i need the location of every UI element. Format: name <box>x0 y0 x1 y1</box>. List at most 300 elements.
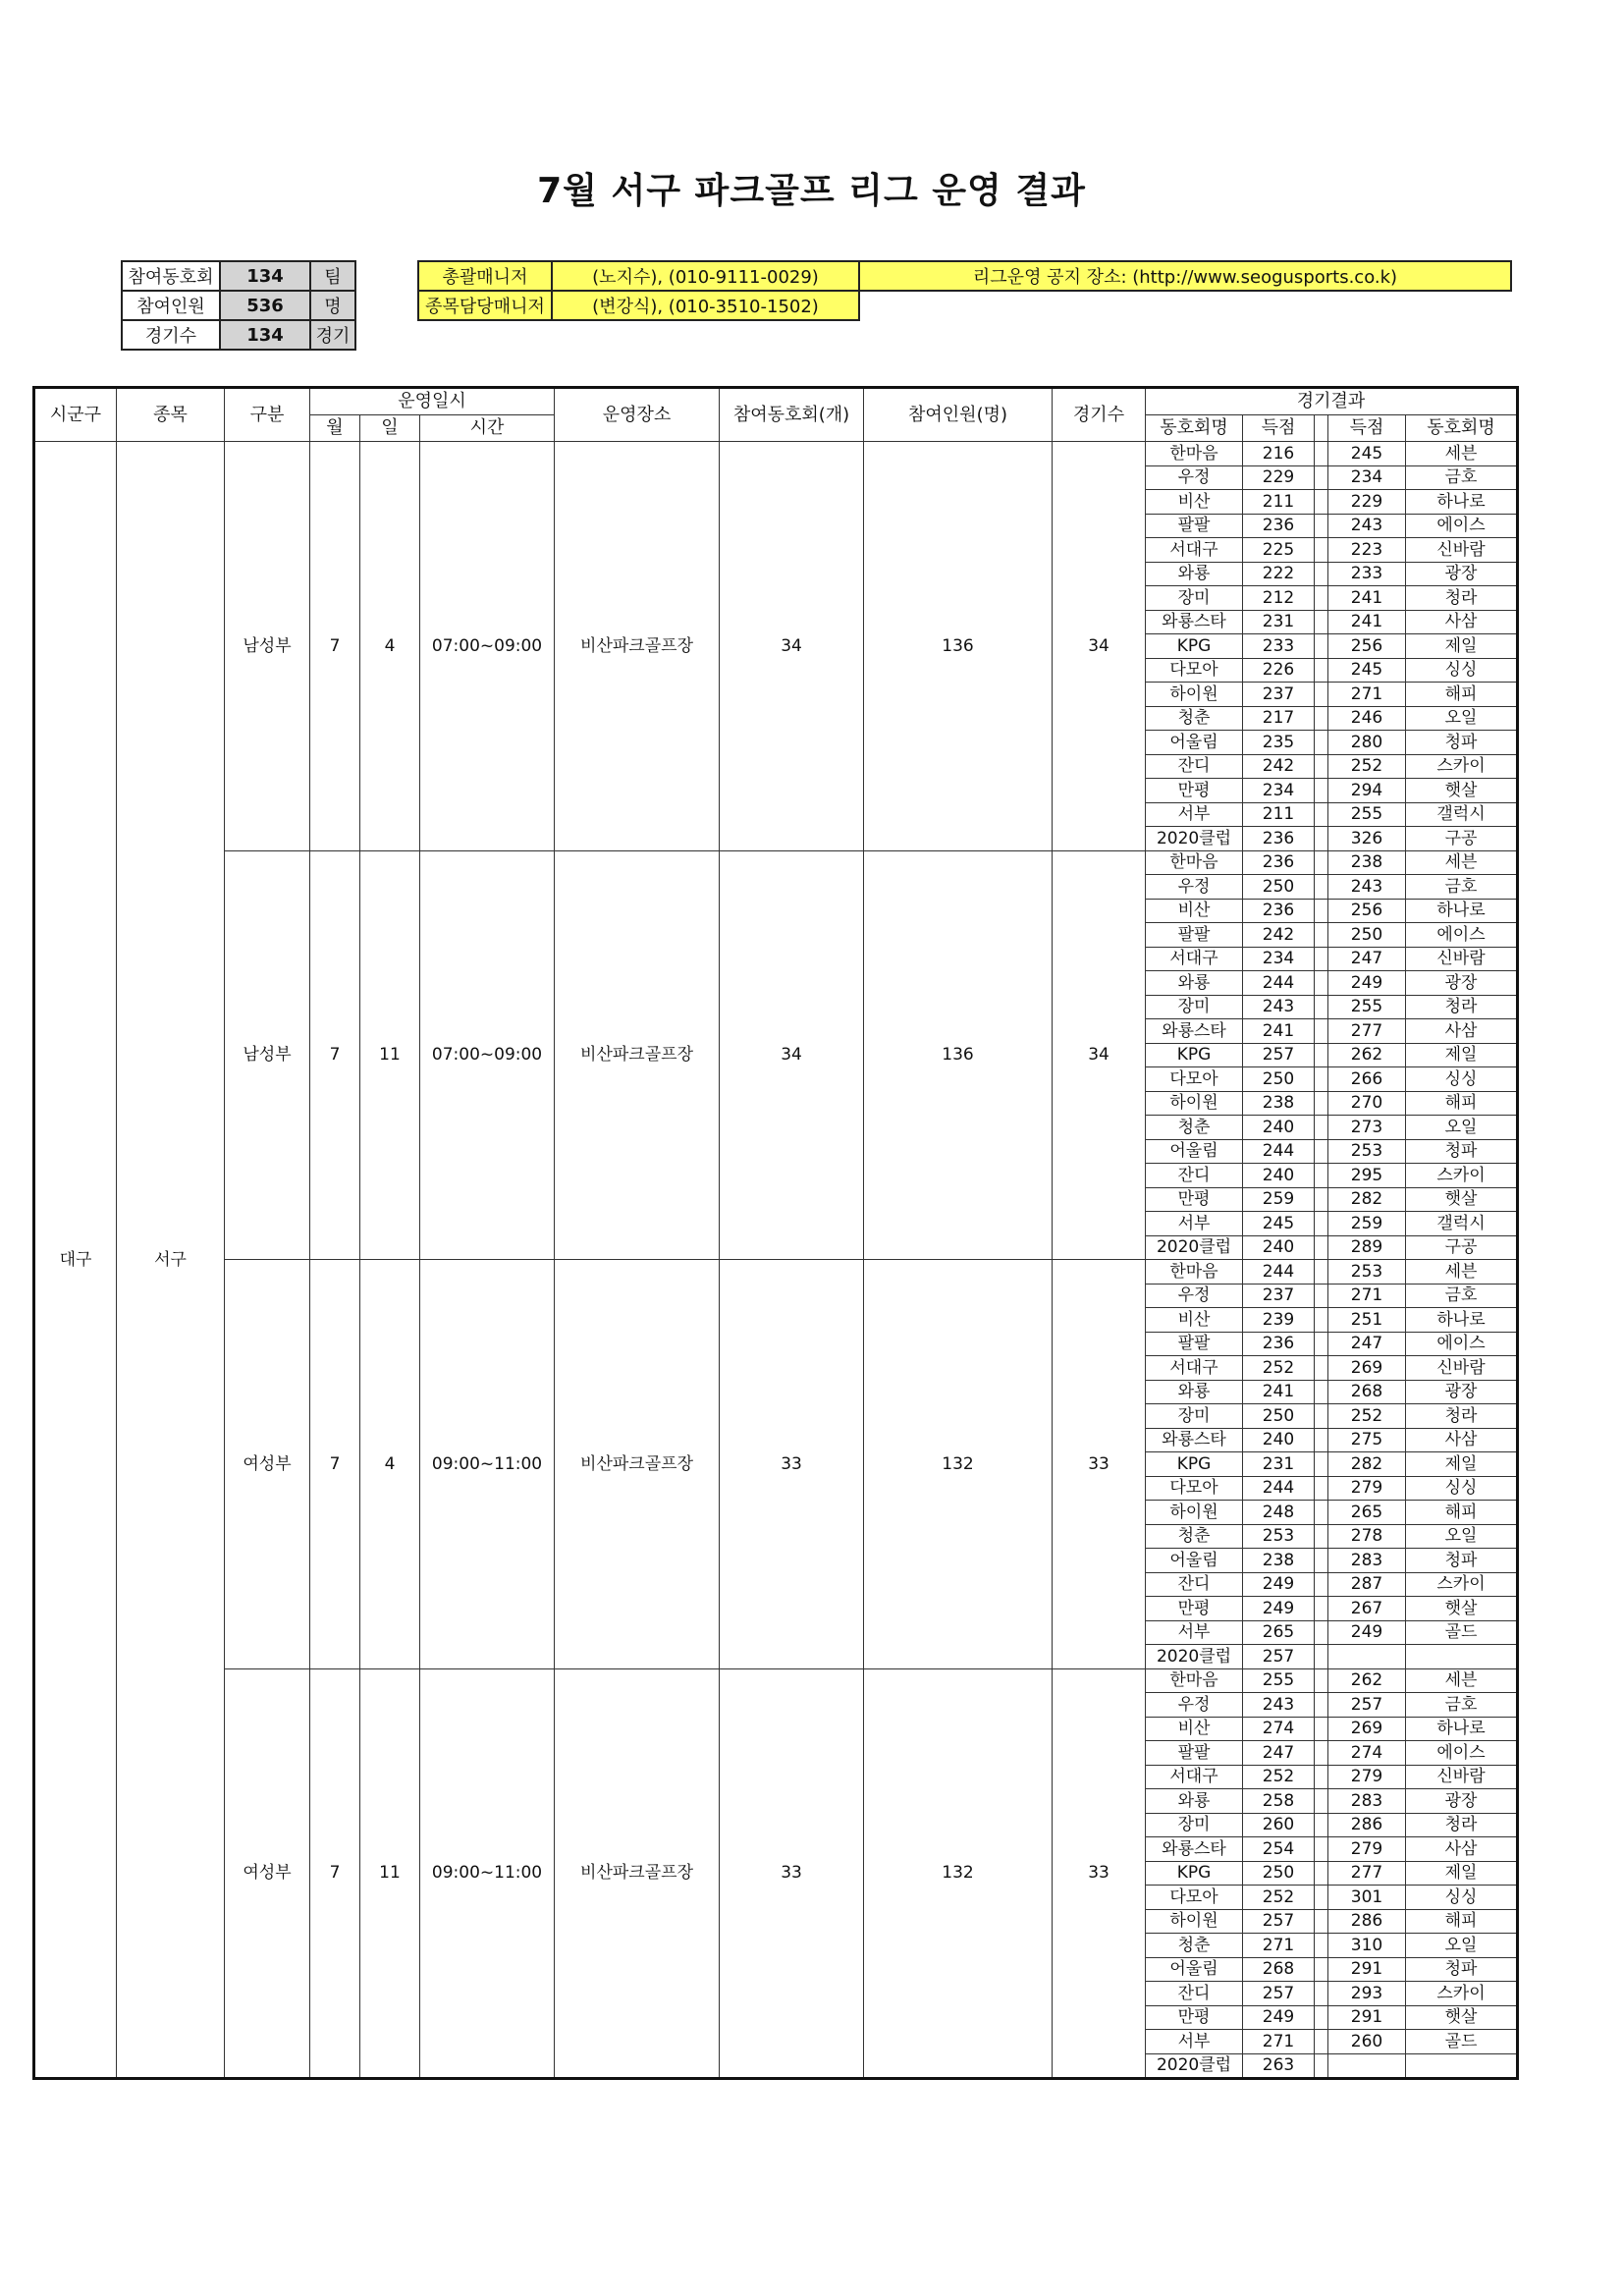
club-name-a: 2020클럽 <box>1146 1235 1243 1260</box>
clubs-cell: 33 <box>720 1668 864 2079</box>
score-a: 245 <box>1243 1212 1315 1236</box>
score-a: 216 <box>1243 442 1315 466</box>
club-name-b: 제일 <box>1406 634 1518 659</box>
club-name-a: KPG <box>1146 634 1243 659</box>
header-month: 월 <box>310 415 360 442</box>
summary-row <box>122 320 355 350</box>
spacer-cell <box>1315 1741 1328 1766</box>
score-b: 267 <box>1328 1597 1406 1621</box>
table-row <box>34 1260 1518 1285</box>
summary-label: 참여인원 <box>122 291 220 320</box>
month-cell: 7 <box>310 850 360 1260</box>
club-name-b: 스카이 <box>1406 754 1518 779</box>
score-a: 250 <box>1243 1861 1315 1886</box>
table-row <box>34 442 1518 466</box>
club-name-a: 와룡 <box>1146 971 1243 996</box>
score-a: 257 <box>1243 1982 1315 2006</box>
score-a: 257 <box>1243 1043 1315 1067</box>
spacer-cell <box>1315 1187 1328 1212</box>
score-a: 225 <box>1243 538 1315 563</box>
score-a: 274 <box>1243 1717 1315 1741</box>
club-name-b: 금호 <box>1406 875 1518 900</box>
summary-value: 134 <box>220 261 310 291</box>
score-a: 237 <box>1243 1284 1315 1308</box>
score-b: 289 <box>1328 1235 1406 1260</box>
score-a: 263 <box>1243 2053 1315 2079</box>
spacer-cell <box>1315 971 1328 996</box>
club-name-b: 청라 <box>1406 586 1518 611</box>
score-a: 248 <box>1243 1501 1315 1525</box>
clubs-cell: 33 <box>720 1260 864 1669</box>
club-name-a: 팔팔 <box>1146 923 1243 948</box>
spacer-cell <box>1315 1380 1328 1404</box>
spacer-cell <box>1315 1837 1328 1862</box>
spacer-cell <box>1315 562 1328 586</box>
score-b: 279 <box>1328 1837 1406 1862</box>
score-b: 259 <box>1328 1212 1406 1236</box>
club-name-a: 만평 <box>1146 2005 1243 2030</box>
club-name-b: 에이스 <box>1406 1741 1518 1766</box>
summary-unit: 팀 <box>310 261 355 291</box>
club-name-a: KPG <box>1146 1452 1243 1477</box>
club-name-b: 청라 <box>1406 1404 1518 1429</box>
score-b: 262 <box>1328 1668 1406 1693</box>
club-name-b: 햇살 <box>1406 1187 1518 1212</box>
club-name-a: 한마음 <box>1146 1668 1243 1693</box>
club-name-b: 갤럭시 <box>1406 802 1518 827</box>
spacer-cell <box>1315 1524 1328 1549</box>
club-name-a: 우정 <box>1146 1284 1243 1308</box>
score-a: 236 <box>1243 899 1315 923</box>
score-a: 250 <box>1243 1404 1315 1429</box>
spacer-cell <box>1315 610 1328 634</box>
score-b: 279 <box>1328 1765 1406 1789</box>
score-a: 211 <box>1243 802 1315 827</box>
club-name-b: 사삼 <box>1406 1837 1518 1862</box>
spacer-cell <box>1315 1957 1328 1982</box>
spacer-cell <box>1315 2053 1328 2079</box>
spacer-cell <box>1315 1645 1328 1669</box>
score-b: 275 <box>1328 1428 1406 1452</box>
club-name-b: 청라 <box>1406 995 1518 1019</box>
club-name-a: 와룡스타 <box>1146 1428 1243 1452</box>
score-b: 291 <box>1328 2005 1406 2030</box>
score-a: 226 <box>1243 658 1315 683</box>
club-name-a: 잔디 <box>1146 1164 1243 1188</box>
spacer-cell <box>1315 827 1328 851</box>
table-row <box>34 850 1518 875</box>
blank-cell <box>859 291 1511 320</box>
score-b: 280 <box>1328 731 1406 755</box>
header-score-a: 득점 <box>1243 415 1315 442</box>
spacer-cell <box>1315 658 1328 683</box>
spacer-cell <box>1315 1717 1328 1741</box>
time-cell: 07:00~09:00 <box>420 442 555 851</box>
score-a: 254 <box>1243 1837 1315 1862</box>
club-name-a: 와룡스타 <box>1146 610 1243 634</box>
club-name-a: 다모아 <box>1146 1476 1243 1501</box>
spacer-cell <box>1315 514 1328 538</box>
spacer-cell <box>1315 1212 1328 1236</box>
general-manager-label: 총괄매니저 <box>418 261 552 291</box>
spacer-cell <box>1315 995 1328 1019</box>
summary-table <box>121 260 356 351</box>
header-time: 시간 <box>420 415 555 442</box>
score-a: 242 <box>1243 923 1315 948</box>
score-b <box>1328 1645 1406 1669</box>
score-b: 252 <box>1328 1404 1406 1429</box>
score-b: 293 <box>1328 1982 1406 2006</box>
score-b: 295 <box>1328 1164 1406 1188</box>
games-cell: 34 <box>1053 850 1146 1260</box>
header-games: 경기수 <box>1053 388 1146 442</box>
score-b: 286 <box>1328 1813 1406 1837</box>
club-name-a: 비산 <box>1146 490 1243 515</box>
score-a: 257 <box>1243 1645 1315 1669</box>
club-name-b: 청라 <box>1406 1813 1518 1837</box>
spacer-cell <box>1315 1886 1328 1910</box>
score-b: 256 <box>1328 634 1406 659</box>
spacer-cell <box>1315 1620 1328 1645</box>
score-a: 260 <box>1243 1813 1315 1837</box>
club-name-b: 청파 <box>1406 731 1518 755</box>
score-b: 234 <box>1328 465 1406 490</box>
summary-row <box>122 291 355 320</box>
club-name-b: 골드 <box>1406 1620 1518 1645</box>
spacer-cell <box>1315 442 1328 466</box>
club-name-b: 세븐 <box>1406 1668 1518 1693</box>
spacer-cell <box>1315 1813 1328 1837</box>
club-name-b: 해피 <box>1406 1091 1518 1116</box>
score-a: 234 <box>1243 947 1315 971</box>
spacer-cell <box>1315 754 1328 779</box>
club-name-b: 햇살 <box>1406 779 1518 803</box>
club-name-b: 스카이 <box>1406 1572 1518 1597</box>
score-b: 245 <box>1328 658 1406 683</box>
division-cell: 남성부 <box>225 442 310 851</box>
club-name-a: 장미 <box>1146 586 1243 611</box>
club-name-a: 어울림 <box>1146 1957 1243 1982</box>
club-name-a: 한마음 <box>1146 1260 1243 1285</box>
club-name-b: 청파 <box>1406 1549 1518 1573</box>
notice-link[interactable]: 리그운영 공지 장소: (http://www.seogusports.co.k) <box>859 261 1511 291</box>
score-a: 268 <box>1243 1957 1315 1982</box>
club-name-a: 하이원 <box>1146 1909 1243 1934</box>
club-name-a: 어울림 <box>1146 1549 1243 1573</box>
time-cell: 09:00~11:00 <box>420 1668 555 2079</box>
club-name-b: 신바람 <box>1406 1765 1518 1789</box>
score-a: 233 <box>1243 634 1315 659</box>
spacer-cell <box>1315 586 1328 611</box>
spacer-cell <box>1315 1404 1328 1429</box>
spacer-cell <box>1315 1549 1328 1573</box>
month-cell: 7 <box>310 442 360 851</box>
header-score-b: 득점 <box>1328 415 1406 442</box>
club-name-a: 비산 <box>1146 1717 1243 1741</box>
score-b: 243 <box>1328 875 1406 900</box>
club-name-a: 만평 <box>1146 1597 1243 1621</box>
score-a: 237 <box>1243 683 1315 707</box>
club-name-b: 하나로 <box>1406 1308 1518 1333</box>
club-name-b: 청파 <box>1406 1957 1518 1982</box>
score-b: 269 <box>1328 1356 1406 1381</box>
spacer-cell <box>1315 1452 1328 1477</box>
spacer-cell <box>1315 779 1328 803</box>
score-b: 268 <box>1328 1380 1406 1404</box>
score-a: 242 <box>1243 754 1315 779</box>
spacer-cell <box>1315 538 1328 563</box>
club-name-a: 잔디 <box>1146 754 1243 779</box>
score-b: 233 <box>1328 562 1406 586</box>
club-name-b: 청파 <box>1406 1139 1518 1164</box>
score-b: 255 <box>1328 995 1406 1019</box>
club-name-a: 팔팔 <box>1146 514 1243 538</box>
summary-label: 경기수 <box>122 320 220 350</box>
header-club-name-b: 동호회명 <box>1406 415 1518 442</box>
spacer-cell <box>1315 706 1328 731</box>
club-name-a: 어울림 <box>1146 1139 1243 1164</box>
score-b: 260 <box>1328 2030 1406 2054</box>
score-b: 266 <box>1328 1067 1406 1092</box>
clubs-cell: 34 <box>720 850 864 1260</box>
club-name-b: 오일 <box>1406 706 1518 731</box>
club-name-a: 청춘 <box>1146 1934 1243 1958</box>
summary-value: 134 <box>220 320 310 350</box>
table-row <box>34 1668 1518 1693</box>
spacer-cell <box>1315 1668 1328 1693</box>
club-name-a: 팔팔 <box>1146 1332 1243 1356</box>
venue-cell: 비산파크골프장 <box>555 442 720 851</box>
club-name-a: 청춘 <box>1146 1116 1243 1140</box>
score-a: 249 <box>1243 1597 1315 1621</box>
spacer-cell <box>1315 1356 1328 1381</box>
score-b: 253 <box>1328 1260 1406 1285</box>
contacts-row <box>418 291 1511 320</box>
event-manager-label: 종목담당매니저 <box>418 291 552 320</box>
spacer-cell <box>1315 634 1328 659</box>
spacer-cell <box>1315 1043 1328 1067</box>
club-name-a: 2020클럽 <box>1146 1645 1243 1669</box>
division-cell: 여성부 <box>225 1260 310 1669</box>
games-cell: 33 <box>1053 1668 1146 2079</box>
score-b: 238 <box>1328 850 1406 875</box>
participants-cell: 132 <box>864 1668 1053 2079</box>
score-a: 236 <box>1243 514 1315 538</box>
score-b: 245 <box>1328 442 1406 466</box>
spacer-cell <box>1315 1308 1328 1333</box>
club-name-b: 오일 <box>1406 1524 1518 1549</box>
club-name-b: 싱싱 <box>1406 658 1518 683</box>
club-name-a: 2020클럽 <box>1146 2053 1243 2079</box>
summary-value: 536 <box>220 291 310 320</box>
division-cell: 여성부 <box>225 1668 310 2079</box>
clubs-cell: 34 <box>720 442 864 851</box>
score-b: 265 <box>1328 1501 1406 1525</box>
club-name-a: 우정 <box>1146 875 1243 900</box>
spacer-cell <box>1315 1789 1328 1814</box>
club-name-b: 해피 <box>1406 1909 1518 1934</box>
spacer-cell <box>1315 1572 1328 1597</box>
spacer-cell <box>1315 1982 1328 2006</box>
spacer-cell <box>1315 1139 1328 1164</box>
club-name-a: 하이원 <box>1146 683 1243 707</box>
club-name-a: 우정 <box>1146 1693 1243 1718</box>
summary-label: 참여동호회 <box>122 261 220 291</box>
spacer-cell <box>1315 947 1328 971</box>
club-name-a: 잔디 <box>1146 1982 1243 2006</box>
spacer-cell <box>1315 1067 1328 1092</box>
spacer-cell <box>1315 1260 1328 1285</box>
score-b: 291 <box>1328 1957 1406 1982</box>
score-a: 250 <box>1243 875 1315 900</box>
club-name-b: 에이스 <box>1406 923 1518 948</box>
club-name-a: 서부 <box>1146 1620 1243 1645</box>
club-name-b: 갤럭시 <box>1406 1212 1518 1236</box>
score-b: 249 <box>1328 971 1406 996</box>
score-a: 244 <box>1243 1139 1315 1164</box>
score-b: 283 <box>1328 1789 1406 1814</box>
score-b: 274 <box>1328 1741 1406 1766</box>
score-b: 229 <box>1328 490 1406 515</box>
time-cell: 09:00~11:00 <box>420 1260 555 1669</box>
club-name-b: 오일 <box>1406 1934 1518 1958</box>
header-venue: 운영장소 <box>555 388 720 442</box>
club-name-b: 싱싱 <box>1406 1067 1518 1092</box>
sport-cell: 서구 <box>117 442 225 2079</box>
club-name-b: 제일 <box>1406 1043 1518 1067</box>
header-schedule: 운영일시 <box>310 388 555 415</box>
results-table <box>32 386 1519 2080</box>
spacer-cell <box>1315 1284 1328 1308</box>
club-name-a: 만평 <box>1146 1187 1243 1212</box>
score-b: 241 <box>1328 586 1406 611</box>
club-name-a: 다모아 <box>1146 658 1243 683</box>
day-cell: 11 <box>360 850 420 1260</box>
score-a: 249 <box>1243 2005 1315 2030</box>
score-a: 229 <box>1243 465 1315 490</box>
score-a: 217 <box>1243 706 1315 731</box>
venue-cell: 비산파크골프장 <box>555 1260 720 1669</box>
day-cell: 11 <box>360 1668 420 2079</box>
participants-cell: 136 <box>864 850 1053 1260</box>
header-division: 구분 <box>225 388 310 442</box>
score-a: 244 <box>1243 1476 1315 1501</box>
score-a: 231 <box>1243 1452 1315 1477</box>
score-b: 286 <box>1328 1909 1406 1934</box>
club-name-a: 다모아 <box>1146 1067 1243 1092</box>
club-name-b: 해피 <box>1406 683 1518 707</box>
score-a: 258 <box>1243 1789 1315 1814</box>
score-b: 310 <box>1328 1934 1406 1958</box>
club-name-b: 세븐 <box>1406 850 1518 875</box>
club-name-a: 우정 <box>1146 465 1243 490</box>
score-b: 246 <box>1328 706 1406 731</box>
games-cell: 33 <box>1053 1260 1146 1669</box>
club-name-b: 에이스 <box>1406 1332 1518 1356</box>
spacer-cell <box>1315 1164 1328 1188</box>
spacer-cell <box>1315 490 1328 515</box>
score-b: 271 <box>1328 1284 1406 1308</box>
header-sport: 종목 <box>117 388 225 442</box>
score-a: 250 <box>1243 1067 1315 1092</box>
score-a: 243 <box>1243 1693 1315 1718</box>
score-b: 278 <box>1328 1524 1406 1549</box>
spacer-cell <box>1315 1116 1328 1140</box>
score-b: 252 <box>1328 754 1406 779</box>
club-name-b: 햇살 <box>1406 1597 1518 1621</box>
spacer-cell <box>1315 850 1328 875</box>
club-name-b: 스카이 <box>1406 1164 1518 1188</box>
score-a: 212 <box>1243 586 1315 611</box>
club-name-a: 서대구 <box>1146 1765 1243 1789</box>
contacts-row <box>418 261 1511 291</box>
score-b: 253 <box>1328 1139 1406 1164</box>
spacer-cell <box>1315 923 1328 948</box>
district-cell: 대구 <box>34 442 117 2079</box>
score-b: 301 <box>1328 1886 1406 1910</box>
club-name-b: 광장 <box>1406 1380 1518 1404</box>
header-district: 시군구 <box>34 388 117 442</box>
club-name-b: 싱싱 <box>1406 1476 1518 1501</box>
spacer-cell <box>1315 875 1328 900</box>
header-results: 경기결과 <box>1146 388 1518 415</box>
score-a: 244 <box>1243 1260 1315 1285</box>
score-a: 252 <box>1243 1765 1315 1789</box>
score-b: 255 <box>1328 802 1406 827</box>
score-b: 287 <box>1328 1572 1406 1597</box>
club-name-b: 신바람 <box>1406 1356 1518 1381</box>
header-day: 일 <box>360 415 420 442</box>
club-name-a: 와룡 <box>1146 562 1243 586</box>
club-name-a: 2020클럽 <box>1146 827 1243 851</box>
spacer-cell <box>1315 683 1328 707</box>
club-name-a: 와룡 <box>1146 1380 1243 1404</box>
spacer-cell <box>1315 731 1328 755</box>
score-a: 238 <box>1243 1549 1315 1573</box>
score-a: 236 <box>1243 827 1315 851</box>
score-a: 240 <box>1243 1428 1315 1452</box>
score-b: 271 <box>1328 683 1406 707</box>
score-b: 247 <box>1328 1332 1406 1356</box>
spacer-cell <box>1315 899 1328 923</box>
club-name-a: 비산 <box>1146 1308 1243 1333</box>
club-name-b: 오일 <box>1406 1116 1518 1140</box>
header-spacer <box>1315 415 1328 442</box>
score-a: 252 <box>1243 1886 1315 1910</box>
club-name-a: 한마음 <box>1146 442 1243 466</box>
club-name-b: 싱싱 <box>1406 1886 1518 1910</box>
spacer-cell <box>1315 1332 1328 1356</box>
club-name-a: 하이원 <box>1146 1091 1243 1116</box>
club-name-a: 청춘 <box>1146 1524 1243 1549</box>
venue-cell: 비산파크골프장 <box>555 850 720 1260</box>
summary-unit: 경기 <box>310 320 355 350</box>
results-body <box>34 442 1518 2079</box>
club-name-b: 구공 <box>1406 1235 1518 1260</box>
score-b: 243 <box>1328 514 1406 538</box>
club-name-b <box>1406 1645 1518 1669</box>
club-name-b <box>1406 2053 1518 2079</box>
spacer-cell <box>1315 1597 1328 1621</box>
spacer-cell <box>1315 2030 1328 2054</box>
score-a: 236 <box>1243 850 1315 875</box>
club-name-a: 서부 <box>1146 2030 1243 2054</box>
score-b: 256 <box>1328 899 1406 923</box>
score-a: 240 <box>1243 1164 1315 1188</box>
score-a: 236 <box>1243 1332 1315 1356</box>
month-cell: 7 <box>310 1668 360 2079</box>
score-b: 279 <box>1328 1476 1406 1501</box>
